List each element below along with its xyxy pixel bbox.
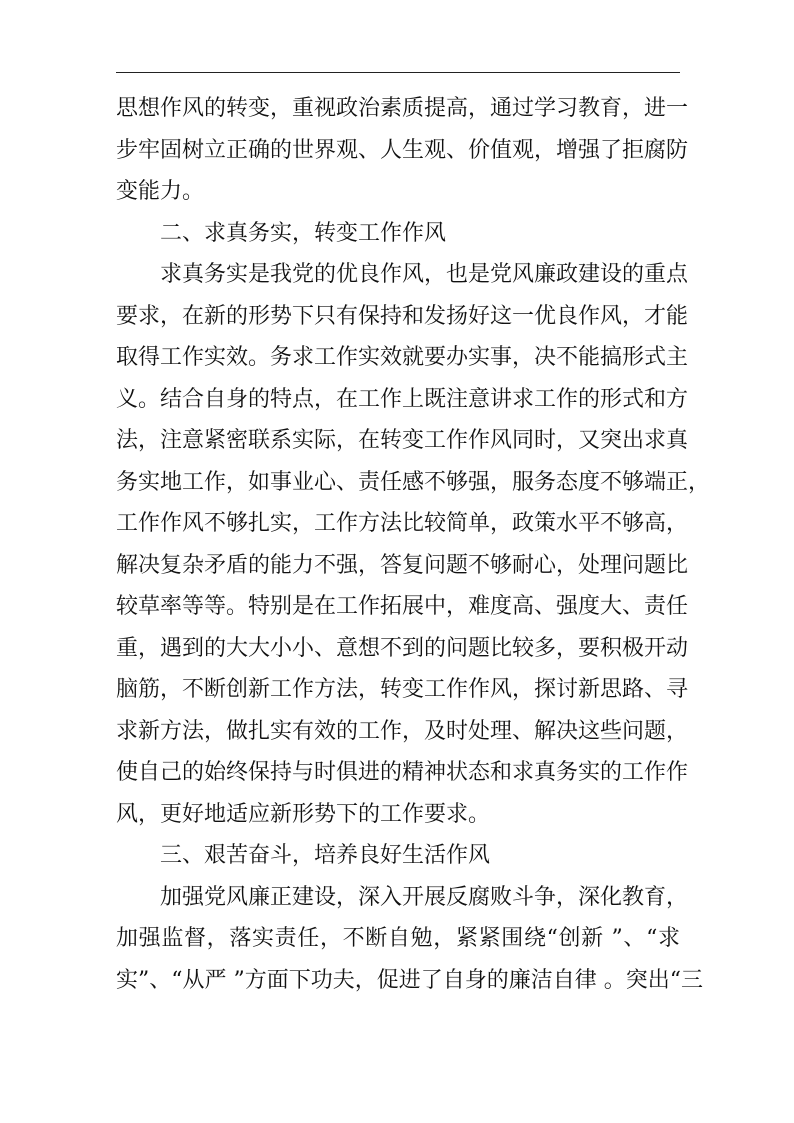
text-line: 加强党风廉正建设，深入开展反腐败斗争，深化教育， (160, 884, 689, 910)
text-line: 义。结合自身的特点，在工作上既注意讲求工作的形式和方 (116, 386, 689, 412)
text-line: 风，更好地适应新形势下的工作要求。 (116, 801, 491, 827)
text-line: 变能力。 (116, 179, 205, 204)
text-line: 思想作风的转变，重视政治素质提高，通过学习教育，进一 (116, 96, 689, 121)
text-line: 工作作风不够扎实，工作方法比较简单，政策水平不够高， (116, 511, 689, 536)
header-rule (116, 72, 680, 73)
text-line: 较草率等等。特别是在工作拓展中，难度高、强度大、责任 (116, 594, 689, 619)
text-line: 务实地工作，如事业心、责任感不够强，服务态度不够端正， (116, 469, 711, 495)
text-line: 实”、“从严 ”方面下功夫，促进了自身的廉洁自律 。突出“三 (116, 967, 703, 993)
text-line: 求新方法，做扎实有效的工作，及时处理、解决这些问题， (116, 718, 689, 744)
section-heading: 二、求真务实，转变工作作风 (160, 220, 447, 246)
text-line: 解决复杂矛盾的能力不强，答复问题不够耐心，处理问题比 (116, 552, 689, 578)
text-line: 重，遇到的大大小小、意想不到的问题比较多，要积极开动 (116, 635, 689, 661)
text-line: 法，注意紧密联系实际，在转变工作作风同时，又突出求真 (116, 428, 689, 453)
text-line: 脑筋，不断创新工作方法，转变工作作风，探讨新思路、寻 (116, 677, 689, 702)
text-line: 求真务实是我党的优良作风，也是党风廉政建设的重点 (160, 262, 689, 287)
text-line: 加强监督，落实责任，不断自勉，紧紧围绕“创新 ”、“求 (116, 926, 680, 951)
text-line: 要求，在新的形势下只有保持和发扬好这一优良作风，才能 (116, 303, 689, 329)
text-line: 步牢固树立正确的世界观、人生观、价值观，增强了拒腐防 (116, 137, 689, 163)
document-body (116, 88, 711, 1001)
section-heading: 三、艰苦奋斗，培养良好生活作风 (160, 843, 491, 868)
text-line: 取得工作实效。务求工作实效就要办实事，决不能搞形式主 (116, 345, 689, 370)
text-line: 使自己的始终保持与时俱进的精神状态和求真务实的工作作 (116, 760, 689, 785)
